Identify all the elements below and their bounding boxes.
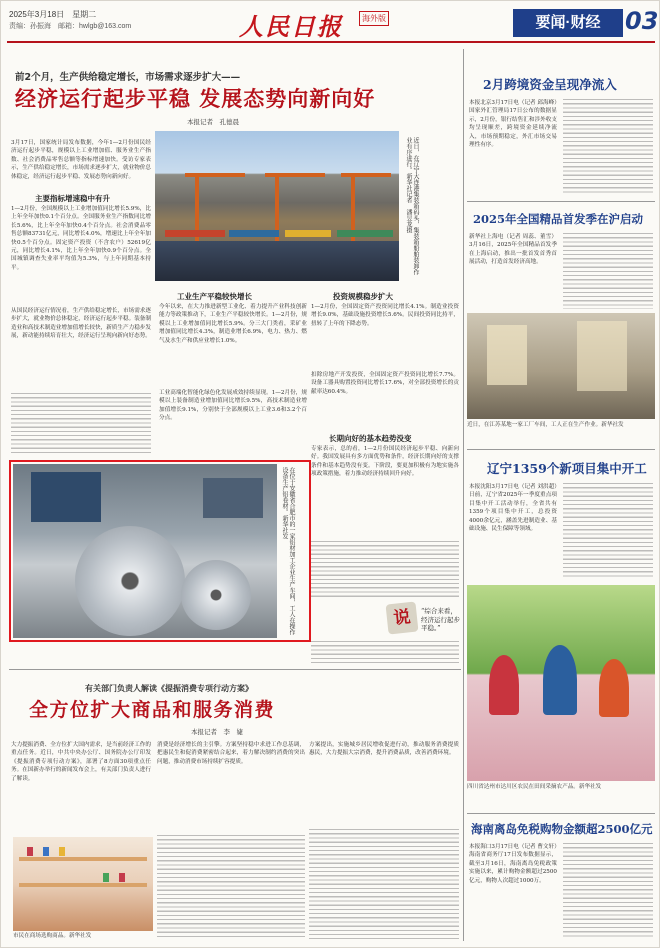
story-divider: [467, 201, 655, 202]
story-divider: [467, 449, 655, 450]
text-column-fill: [157, 835, 305, 939]
text-column-fill: [563, 99, 653, 195]
port-photo-caption: 近日，在辽宁大连港集装箱码头，集装箱船舶装卸作业有序进行。新华社记者 潘昱龙摄: [405, 137, 419, 275]
consumption-body-c: 方案提出，实施城乡居民增收促进行动，推动服务消费提质惠民，大力提振大宗消费，提升消费品质，改善消费环境。: [309, 742, 459, 757]
lead-body-2: 今年以来，在大力推进新型工业化、着力提升产业科技创新能力等政策推动下，工业生产平稳较快增长。1—2月份，规模以上工业增加值同比增长5.9%。分三大门类看，采矿业增加值同比增长4.3%，制造业增长6.9%，电力、热力、燃气及水生产和供应业增长1.0%。: [159, 304, 307, 344]
text-column-fill: [11, 393, 151, 455]
farm-photo-caption: 四川省达州市达川区农民在田间采摘农产品。新华社发: [467, 784, 602, 790]
subhead-investment: 投资规模稳步扩大: [333, 292, 393, 301]
consumption-body-b: 消费是经济增长的主引擎。方案坚持稳中求进工作总基调，把惠民生和促消费紧密结合起来，着力解决制约消费的突出问题，推动消费市场持续扩容提质。: [157, 742, 305, 765]
masthead: [7, 5, 659, 43]
text-column-fill: [309, 829, 459, 939]
text-column-fill: [563, 843, 653, 939]
lead-kicker: 前2个月，生产供给稳定增长，市场需求逐步扩大——: [15, 72, 241, 83]
farm-photo: [467, 585, 655, 781]
workshop-photo-caption: 近日，在江苏某地一家工厂车间，工人正在生产作业。新华社发: [467, 422, 624, 428]
liaoning-body: 本报沈阳3月17日电（记者 刘洪超）日前，辽宁省2025年一季度重点项目集中开工活动举行，全省共有1359个项目集中开工，总投资4000余亿元，涵盖先进制造业、基础设施、民生保障等领域。: [469, 484, 557, 533]
paper-logo: 人民日报: [239, 12, 343, 41]
headline-premiere-season: 2025年全国精品首发季在沪启动: [473, 212, 644, 226]
lead-body-1b: 从国民经济运行情况看，生产供给稳定增长，市场需求逐步扩大，就业物价总体稳定，经济运行起步平稳。装备制造业和高技术制造业增加值增长较快，新质生产力稳步发展，新动能持续培育壮大，经济运行呈现向新向好态势。: [11, 308, 151, 340]
staff-line: 责编：孙振海 邮箱：hwlgb@163.com: [9, 23, 132, 30]
subhead-trend: 长期向好的基本趋势没变: [329, 434, 412, 443]
workshop-photo: [467, 313, 655, 419]
consumption-byline: 本报记者 李 婕: [191, 728, 243, 736]
shopping-photo: [13, 837, 153, 931]
column-divider: [463, 49, 464, 941]
edition-tag: 海外版: [359, 11, 389, 26]
pull-quote: “综合来看，经济运行起步平稳。”: [421, 607, 460, 632]
factory-photo-caption: 在位于安徽省合肥市的一家铝材加工企业生产车间，工人在操作设备生产铝卷材。新华社发: [281, 467, 295, 635]
text-column-fill: [563, 483, 653, 579]
section-divider: [9, 669, 461, 670]
text-column-fill: [311, 641, 459, 663]
lead-intro: 3月17日，国家统计局发布数据，今年1—2月份国民经济运行起步平稳，规模以上工业增加值、服务业生产指数、社会消费品零售总额等指标增速加快。受访专家表示，生产供给稳定增长，市场需求逐步扩大，就业物价总体稳定，经济运行起步平稳、发展态势向新向好。: [11, 140, 151, 180]
capital-flow-body: 本报北京3月17日电（记者 邱海峰）国家外汇管理局17日公布的数据显示，2月份，银行结售汇和涉外收支均呈现顺差，跨境资金延续净流入，市场预期稳定，外汇市场交易理性有序。: [469, 100, 557, 149]
issue-date: 2025年3月18日 星期二: [9, 10, 97, 19]
page-number: 03: [625, 7, 659, 35]
lead-headline: 经济运行起步平稳 发展态势向新向好: [15, 86, 376, 111]
shopping-photo-caption: 市民在商场选购商品。新华社发: [13, 933, 92, 939]
lead-byline: 本报记者 孔德晨: [187, 118, 239, 126]
text-column-fill: [563, 233, 653, 309]
consumption-headline: 全方位扩大商品和服务消费: [29, 699, 276, 721]
lead-body-1: 1—2月份，全国规模以上工业增加值同比增长5.9%，比上年全年加快0.1个百分点。全国服务业生产指数同比增长5.6%，比上年全年加快0.4个百分点。社会消费品零售总额83731亿元，同比增长4.0%，增速比上年全年加快0.5个百分点。固定资产投资（不含农户）52619亿元，同比增长4.1%，比上年全年加快0.9个百分点。全国城镇调查失业率平均值为5.3%，与上年同期基本持平。: [11, 206, 151, 271]
text-column-fill: [311, 541, 459, 599]
headline-capital-flow: 2月跨境资金呈现净流入: [483, 77, 617, 92]
lead-body-3b: 扣除房地产开发投资，全国固定资产投资同比增长7.7%。设备工器具购置投资同比增长17.6%，对全部投资增长的贡献率达60.4%。: [311, 372, 459, 395]
premiere-season-body: 新华社上海电（记者 周蕊、董雪）3月16日，2025年全国精品首发季在上海启动，推出一批首发首秀首展活动，打造首发经济高地。: [469, 234, 557, 266]
subhead-industry: 工业生产平稳较快增长: [177, 292, 252, 301]
headline-liaoning: 辽宁1359个新项目集中开工: [487, 461, 647, 476]
hainan-body: 本报海口3月17日电（记者 曹文轩）海南省商务厅17日发布数据显示，截至3月16日，海南离岛免税政策实施以来，累计购物金额超过2500亿元，购物人次超过1000万。: [469, 844, 557, 884]
lead-body-4: 专家表示，总的看，1—2月份国民经济起步平稳、向新向好。我国发展具有多方面优势和条件，经济长期向好的支撑条件和基本趋势没有变。下阶段，要更加积极有为地实施各项政策措施，着力推动经济持续回升向好。: [311, 446, 459, 478]
section-title: 要闻·财经: [513, 9, 623, 37]
lead-body-3: 1—2月份，全国固定资产投资同比增长4.1%。制造业投资增长9.0%，基础设施投资增长5.6%。民间投资同比持平，扭转了上年的下降态势。: [311, 304, 459, 327]
highlight-box: [9, 460, 311, 642]
quote-badge-icon: 说: [386, 602, 419, 635]
port-photo: [155, 131, 399, 281]
consumption-kicker: 有关部门负责人解读《提振消费专项行动方案》: [85, 684, 253, 693]
lead-body-2b: 工业高端化智能化绿色化发展成效持续显现。1—2月份，规模以上装备制造业增加值同比增长9.5%，高技术制造业增加值增长9.1%，分别快于全部规模以上工业3.6和3.2个百分点。: [159, 390, 307, 422]
consumption-body: 大力提振消费、全方位扩大国内需求，是当前经济工作的重点任务。近日，中共中央办公厅、国务院办公厅印发《提振消费专项行动方案》，部署了8方面30项重点任务。在国新办举行的新闻发布会上，有关部门负责人进行了解读。: [11, 742, 151, 782]
subhead-indicators: 主要指标增速稳中有升: [35, 194, 110, 203]
headline-hainan: 海南离岛免税购物金额超2500亿元: [471, 822, 653, 836]
story-divider: [467, 813, 655, 814]
